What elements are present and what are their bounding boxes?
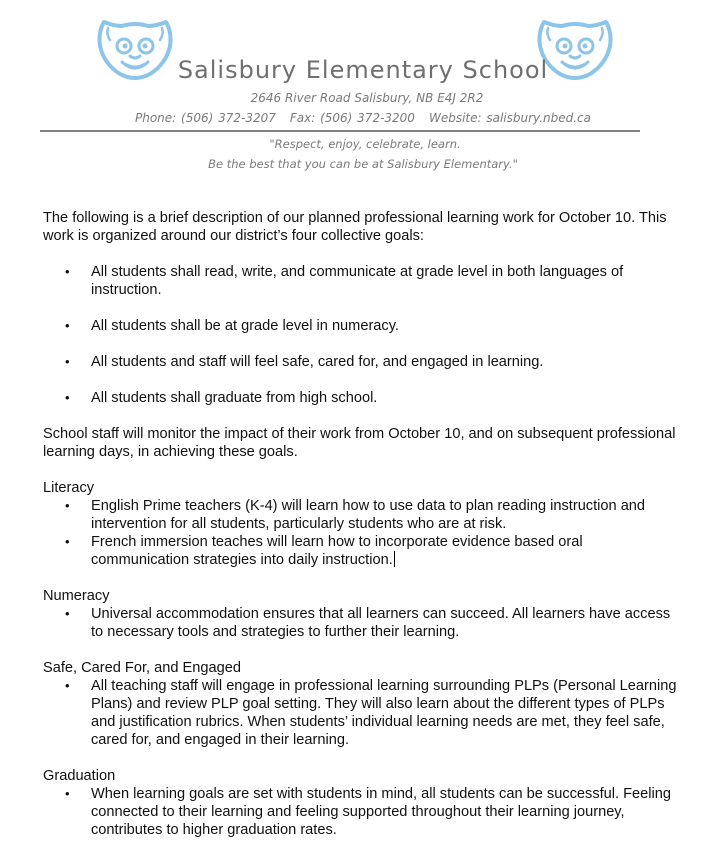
school-name	[0, 56, 726, 84]
goal-item	[43, 263, 683, 299]
safe-cared-engaged-list	[43, 677, 683, 749]
literacy-list	[43, 497, 683, 569]
bullet-icon: •	[65, 786, 70, 801]
text-cursor	[394, 551, 395, 567]
motto-line-1: "Respect, enjoy, celebrate, learn.	[269, 137, 461, 151]
list-item	[43, 605, 683, 641]
header-divider	[40, 130, 640, 132]
list-item-text: French immersion teaches will learn how to incorporate evidence based oral communication strategies into daily instruction.	[91, 534, 583, 568]
contact-line	[0, 111, 726, 125]
list-item	[43, 497, 683, 533]
list-item	[43, 785, 683, 839]
bullet-icon: •	[65, 678, 70, 693]
goal-text: All students shall be at grade level in numeracy.	[91, 318, 399, 334]
phone-number: Phone: (506) 372-3207	[134, 111, 276, 125]
motto-line-2: Be the best that you can be at Salisbury Elementary."	[208, 157, 518, 171]
bullet-icon: •	[65, 390, 70, 405]
goal-text: All students shall graduate from high school.	[91, 390, 378, 406]
school-name-text: Salisbury Elementary School	[177, 56, 549, 84]
bullet-icon: •	[65, 264, 70, 279]
list-item	[43, 677, 683, 749]
graduation-list	[43, 785, 683, 839]
goal-item	[43, 317, 683, 335]
goal-text: All students shall read, write, and communicate at grade level in both languages of instruction.	[91, 264, 624, 298]
school-address: 2646 River Road Salisbury, NB E4J 2R2	[250, 91, 484, 105]
list-item-text: All teaching staff will engage in professional learning surrounding PLPs (Personal Learning Plans) and review PLP goal setting. They will also learn about the different types of PLPs and justification rubrics. When students’ individual learning needs are met, they feel safe, cared for, and engaged in their learning.	[91, 678, 677, 748]
goal-item	[43, 353, 683, 371]
spacer	[43, 299, 683, 317]
bullet-icon: •	[65, 318, 70, 333]
intro-paragraph: The following is a brief description of our planned professional learning work for October 10. This work is organized around our district’s four collective goals:	[43, 210, 667, 244]
website-link[interactable]: Website: salisbury.nbed.ca	[428, 111, 592, 125]
section-heading-graduation: Graduation	[43, 768, 116, 784]
list-item-text: When learning goals are set with students in mind, all students can be successful. Feeling connected to their learning and feeling supported throughout their learning journey, contributes to higher graduation rates.	[91, 786, 672, 838]
section-heading-safe-cared-engaged: Safe, Cared For, and Engaged	[43, 660, 241, 676]
bullet-icon: •	[65, 534, 70, 549]
section-heading-numeracy: Numeracy	[43, 588, 110, 604]
bullet-icon: •	[65, 354, 70, 369]
list-item	[43, 533, 683, 569]
district-goals-list	[43, 263, 683, 407]
list-item-text: English Prime teachers (K-4) will learn how to use data to plan reading instruction and intervention for all students, particularly students who are at risk.	[91, 498, 646, 532]
fax-number: Fax: (506) 372-3200	[289, 111, 415, 125]
goal-item	[43, 389, 683, 407]
bullet-icon: •	[65, 498, 70, 513]
spacer	[43, 335, 683, 353]
monitor-paragraph: School staff will monitor the impact of their work from October 10, and on subsequent professional learning days, in achieving these goals.	[43, 426, 676, 460]
section-heading-literacy: Literacy	[43, 480, 95, 496]
numeracy-list	[43, 605, 683, 641]
spacer	[43, 371, 683, 389]
list-item-text: Universal accommodation ensures that all learners can succeed. All learners have access to necessary tools and strategies to further their learning.	[91, 606, 671, 640]
goal-text: All students and staff will feel safe, cared for, and engaged in learning.	[91, 354, 544, 370]
bullet-icon: •	[65, 606, 70, 621]
document-body[interactable]	[43, 209, 683, 839]
